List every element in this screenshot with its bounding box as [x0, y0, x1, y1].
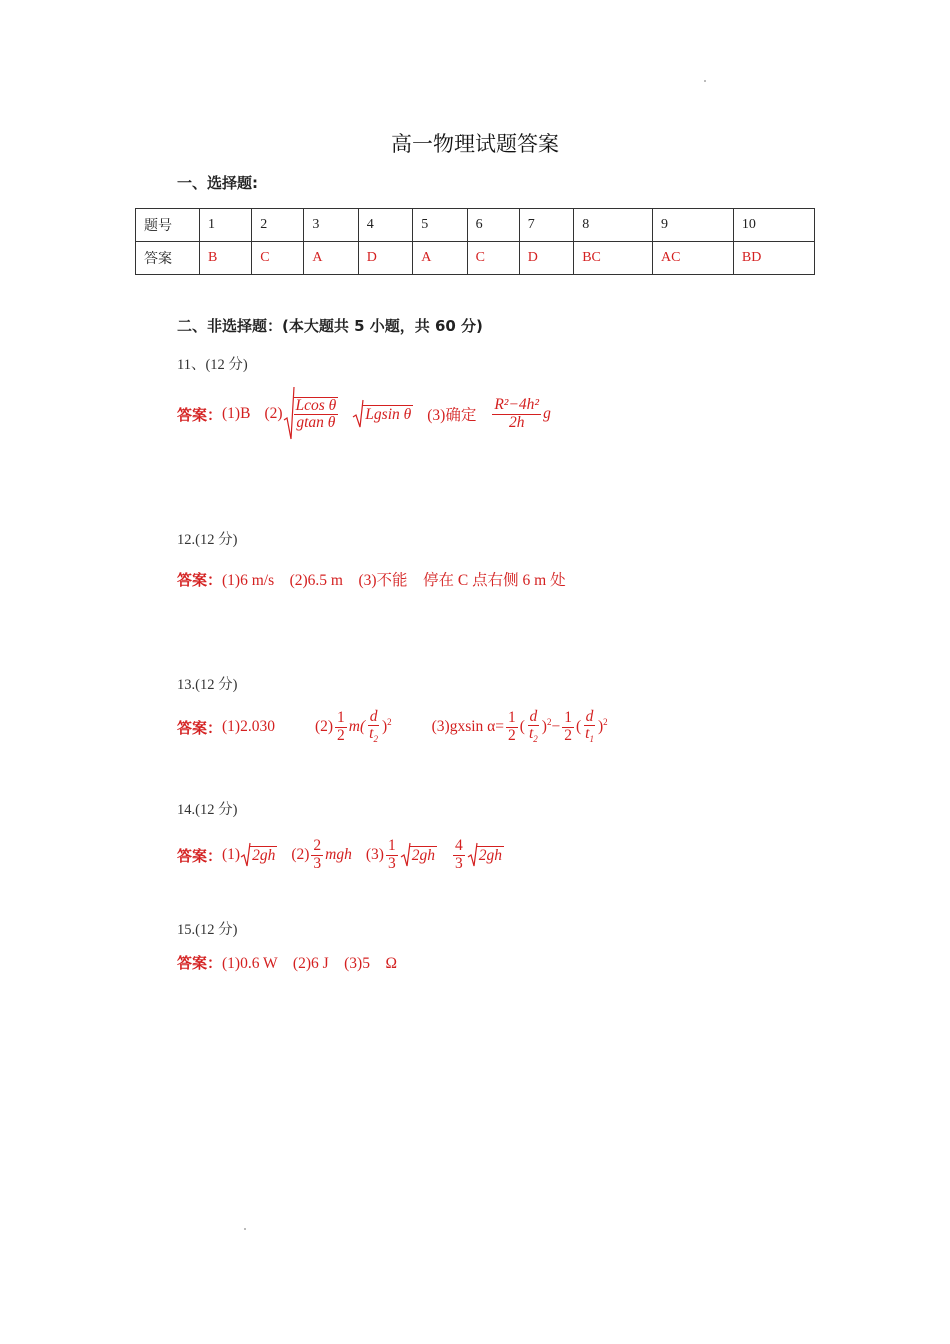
q13-part2: (2): [314, 718, 334, 735]
table-answer-cell: C: [252, 242, 304, 275]
table-answer-cell: D: [358, 242, 412, 275]
table-header-cell: 答案: [136, 242, 200, 275]
table-cell: 8: [574, 209, 653, 242]
math-fraction: $\frac{d}{t_2}$: [528, 708, 538, 745]
math-fraction: $\frac{d}{t_2}$: [369, 708, 378, 745]
q14-part3: (3): [365, 846, 384, 863]
answer-label: 答案：: [177, 570, 223, 589]
table-cell: 4: [358, 209, 412, 242]
math-fraction: $\frac{d}{t_1}$: [585, 708, 594, 745]
answer-label: 答案：: [177, 405, 223, 424]
q11-fraction-r: [492, 397, 541, 431]
q11-frac-den: gtan θ: [296, 414, 336, 431]
math-fraction: $\frac{1}{2}$: [337, 709, 345, 744]
q14-answer: 答案： (1) 2gh (2) $\frac{2}{3}$ mgh (3) $\frac{1}{3}$ 2gh $\frac{4}{3}$ 2gh: [177, 837, 502, 872]
answer-label: 答案：: [177, 953, 223, 972]
table-answer-cell: BC: [574, 242, 653, 275]
table-row-numbers: [136, 209, 815, 242]
q14-part1: (1): [222, 846, 241, 863]
math-fraction: $\frac{1}{3}$: [387, 837, 396, 872]
page-title: 高一物理试题答案: [391, 132, 559, 156]
q13-answer: 答案： (1)2.030 (2) $\frac{1}{2}$ m( $\frac{d}{t_2}$ )$^2$ (3)gxsin α= $\frac{1}{2}$ ( $\frac{d}{t_2}$ )$^2$− $\frac{1}{2}$ ( $\frac{d}{t_1}$ )$^2$: [177, 708, 608, 745]
table-answer-cell: D: [519, 242, 573, 275]
q11-part1: (1)B: [222, 405, 251, 422]
q12-header: 12.(12 分): [177, 532, 238, 548]
q15-text: (1)0.6 W (2)6 J (3)5 Ω: [222, 955, 397, 972]
table-cell: 3: [304, 209, 358, 242]
table-cell: 10: [733, 209, 814, 242]
speck: [704, 80, 706, 82]
table-cell: 1: [200, 209, 252, 242]
q12-text: (1)6 m/s (2)6.5 m (3)不能 停在 C 点右侧 6 m 处: [222, 572, 566, 589]
table-answer-cell: AC: [652, 242, 733, 275]
q11-f3-tail: g: [543, 405, 551, 422]
speck: [244, 1228, 246, 1230]
q13-part3: (3)gxsin α=: [431, 718, 505, 735]
table-cell: 7: [519, 209, 573, 242]
q11-fraction: [294, 397, 339, 432]
q15-answer: [177, 951, 397, 973]
q11-f3-num: R²−4h²: [494, 396, 540, 414]
q13-part1: (1)2.030: [222, 718, 275, 735]
table-row-answers: [136, 242, 815, 275]
table-answer-cell: A: [413, 242, 467, 275]
table-cell: 5: [413, 209, 467, 242]
table-cell: 6: [467, 209, 519, 242]
q11-answer: [177, 386, 551, 442]
q11-part2: (2): [264, 405, 283, 422]
answer-label: 答案：: [177, 846, 223, 865]
table-answer-cell: C: [467, 242, 519, 275]
section-choice-heading: 一、选择题:: [177, 174, 258, 192]
q11-frac-num: Lcos θ: [295, 396, 337, 414]
table-answer-cell: BD: [733, 242, 814, 275]
table-cell: 9: [652, 209, 733, 242]
math-fraction: $\frac{1}{2}$: [508, 709, 516, 744]
math-fraction: $\frac{4}{3}$: [454, 837, 463, 872]
q11-sqrt-expr: Lgsin θ: [365, 405, 412, 423]
section-nonchoice-heading: 二、非选择题：(本大题共 5 小题，共 60 分): [177, 317, 483, 335]
table-answer-cell: B: [200, 242, 252, 275]
answer-table: [135, 208, 815, 275]
table-cell: 2: [252, 209, 304, 242]
q14-header: 14.(12 分): [177, 802, 238, 818]
q11-f3-den: 2h: [508, 413, 525, 431]
q13-header: 13.(12 分): [177, 677, 238, 693]
table-answer-cell: A: [304, 242, 358, 275]
q11-header: 11、(12 分): [177, 357, 248, 373]
q11-part3: (3)确定: [427, 407, 477, 424]
math-fraction: $\frac{2}{3}$: [313, 837, 322, 872]
q12-answer: [177, 568, 566, 590]
q15-header: 15.(12 分): [177, 922, 238, 938]
q14-part2: (2): [291, 846, 310, 863]
answer-label: 答案：: [177, 718, 223, 737]
table-header-cell: 题号: [136, 209, 200, 242]
math-fraction: $\frac{1}{2}$: [564, 709, 572, 744]
